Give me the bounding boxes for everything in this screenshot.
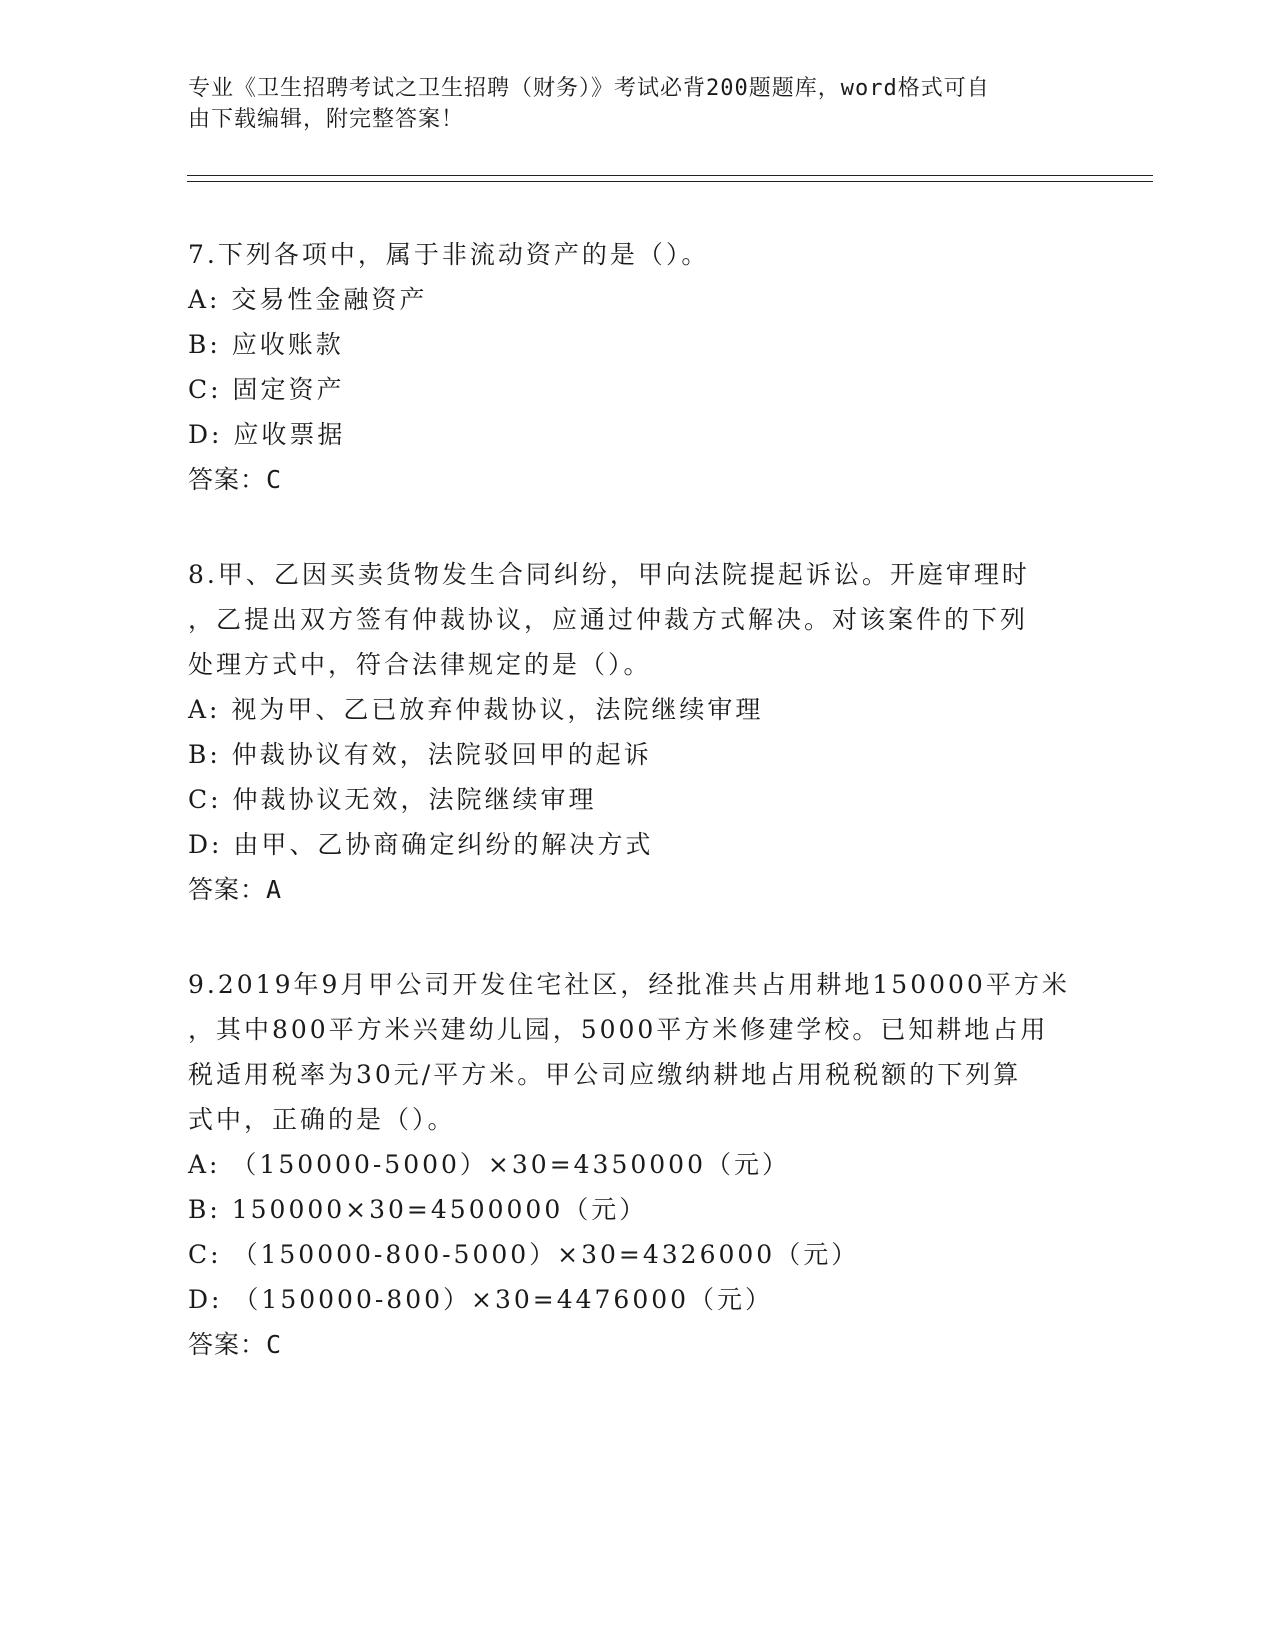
question-stem-line-2: ，乙提出双方签有仲裁协议，应通过仲裁方式解决。对该案件的下列 bbox=[188, 605, 1029, 634]
option-a: A: （150000-5000）×30=4350000（元） bbox=[188, 1150, 790, 1179]
question-7 bbox=[188, 232, 1088, 502]
question-9 bbox=[188, 962, 1088, 1367]
answer-line bbox=[188, 867, 1088, 912]
header-divider-bottom bbox=[187, 181, 1153, 182]
answer-value: C bbox=[266, 1330, 283, 1359]
document-header bbox=[188, 73, 1068, 135]
header-line-2: 由下载编辑，附完整答案！ bbox=[188, 107, 465, 132]
question-stem-line-3: 税适用税率为30元/平方米。甲公司应缴纳耕地占用税税额的下列算 bbox=[188, 1060, 1022, 1089]
option-d: D: （150000-800）×30=4476000（元） bbox=[188, 1285, 774, 1314]
option-a: A: 交易性金融资产 bbox=[188, 285, 428, 314]
option-c: C: （150000-800-5000）×30=4326000（元） bbox=[188, 1240, 860, 1269]
option-a: A: 视为甲、乙已放弃仲裁协议，法院继续审理 bbox=[188, 695, 764, 724]
header-divider-top bbox=[187, 175, 1153, 176]
option-b: B: 150000×30=4500000（元） bbox=[188, 1195, 648, 1224]
option-c: C: 固定资产 bbox=[188, 375, 345, 404]
answer-label: 答案： bbox=[188, 875, 267, 904]
option-d: D: 应收票据 bbox=[188, 420, 346, 449]
answer-value: A bbox=[266, 875, 283, 904]
question-stem-line-4: 式中，正确的是（）。 bbox=[188, 1105, 456, 1134]
answer-label: 答案： bbox=[188, 465, 267, 494]
question-stem-line-1: 9.2019年9月甲公司开发住宅社区，经批准共占用耕地150000平方米 bbox=[188, 970, 1070, 999]
option-b: B: 应收账款 bbox=[188, 330, 344, 359]
question-8 bbox=[188, 552, 1088, 912]
option-c: C: 仲裁协议无效，法院继续审理 bbox=[188, 785, 597, 814]
option-b: B: 仲裁协议有效，法院驳回甲的起诉 bbox=[188, 740, 652, 769]
header-line-1: 专业《卫生招聘考试之卫生招聘（财务）》考试必背200题题库，word格式可自 bbox=[188, 76, 990, 101]
question-stem-line-2: ，其中800平方米兴建幼儿园，5000平方米修建学校。已知耕地占用 bbox=[188, 1015, 1049, 1044]
question-stem: 7.下列各项中，属于非流动资产的是（）。 bbox=[188, 240, 710, 269]
answer-label: 答案： bbox=[188, 1330, 267, 1359]
question-stem-line-3: 处理方式中，符合法律规定的是（）。 bbox=[188, 650, 652, 679]
question-stem-line-1: 8.甲、乙因买卖货物发生合同纠纷，甲向法院提起诉讼。开庭审理时 bbox=[188, 560, 1030, 589]
answer-line bbox=[188, 1322, 1088, 1367]
answer-line bbox=[188, 457, 1088, 502]
option-d: D: 由甲、乙协商确定纠纷的解决方式 bbox=[188, 830, 654, 859]
answer-value: C bbox=[266, 465, 283, 494]
